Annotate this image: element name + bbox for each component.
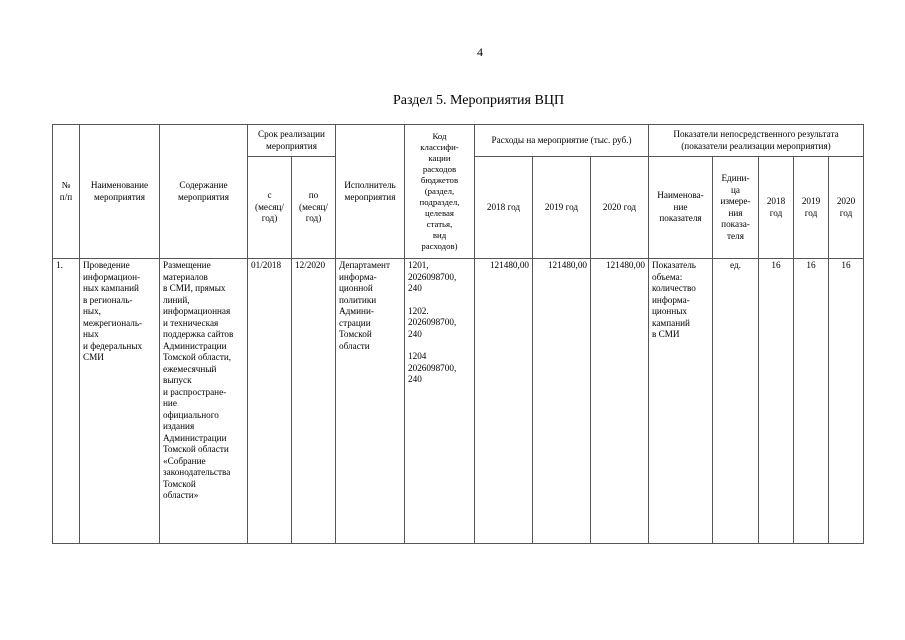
text-line: расходов)	[421, 240, 458, 251]
text-line: в региональ-	[83, 294, 133, 305]
text-line: политики	[339, 294, 377, 305]
text-line: объема:	[652, 271, 683, 282]
text-line: 240	[408, 328, 422, 339]
text-line: ционной	[339, 283, 373, 293]
text-line: законодательства	[163, 467, 231, 477]
text-line: 2026098700,	[408, 362, 457, 373]
text-line: показа-	[721, 219, 750, 229]
text-line: Исполнитель	[344, 180, 396, 190]
text-line: подраздел,	[419, 196, 460, 207]
text-line: мероприятия	[344, 191, 396, 202]
text-line: 2026098700,	[408, 317, 457, 327]
text-line: по	[308, 190, 319, 201]
text-line: (раздел,	[424, 186, 455, 196]
text-line: мероприятия	[94, 191, 145, 202]
text-line: расходов	[422, 164, 457, 175]
text-line: ние	[163, 398, 177, 408]
text-line: Код	[432, 131, 447, 142]
row-period-to: 12/2020	[292, 259, 336, 544]
text-line: Наименование	[90, 180, 149, 190]
text-line: Администрации	[163, 432, 227, 443]
text-line: Едини-	[721, 173, 750, 183]
text-line: области»	[163, 490, 199, 500]
text-line: Наименова-	[657, 190, 704, 201]
text-line: кампаний	[652, 317, 690, 328]
header-expenses-2018: 2018 год	[475, 157, 533, 259]
header-executor	[336, 125, 405, 259]
text-line: (показатели реализации мероприятия)	[681, 140, 831, 151]
text-line: бюджетов	[420, 175, 459, 186]
text-line: официального	[163, 409, 219, 420]
text-line: Томской	[163, 478, 196, 489]
text-line: Администрации	[163, 340, 227, 351]
text-line: Показатели непосредственного результата	[673, 129, 839, 139]
text-line: межрегиональ-	[83, 317, 143, 328]
text-line: год	[769, 207, 783, 218]
text-line: целевая	[425, 207, 454, 218]
text-line: СМИ	[83, 352, 104, 362]
text-line: 1204	[408, 351, 427, 361]
text-line: теля	[727, 230, 744, 241]
row-period-from: 01/2018	[248, 259, 292, 544]
text-line: в СМИ	[652, 329, 680, 339]
header-activity-name	[80, 125, 160, 259]
text-line: год	[804, 207, 818, 218]
text-line: ежемесячный	[163, 363, 217, 374]
text-line: мероприятия	[266, 140, 317, 151]
text-line: Показатель	[652, 260, 696, 270]
text-line: Содержание	[179, 180, 228, 190]
text-line: ние	[673, 201, 688, 212]
text-line: мероприятия	[178, 191, 229, 202]
row-expenses-2020: 121480,00	[591, 259, 649, 544]
text-line: год	[839, 207, 853, 218]
text-line: выпуск	[163, 375, 192, 385]
row-indicator-2020: 16	[829, 259, 864, 544]
text-line: Департамент	[339, 260, 390, 270]
text-line: (месяц/	[255, 201, 284, 212]
row-executor	[336, 259, 405, 544]
text-line: информацион-	[83, 271, 141, 282]
row-activity-name	[80, 259, 160, 544]
activities-table	[52, 124, 864, 544]
text-line: и распростране-	[163, 386, 227, 397]
text-line: Проведение	[83, 260, 130, 270]
header-indicator-name	[649, 157, 713, 259]
text-line: (месяц/	[299, 201, 328, 212]
header-indicator-unit	[713, 157, 759, 259]
text-line: в СМИ, прямых	[163, 283, 226, 293]
text-line: показателя	[659, 213, 702, 224]
text-line: №	[61, 180, 71, 190]
header-period-to	[292, 157, 336, 259]
row-num: 1.	[53, 259, 80, 544]
row-indicator-2018: 16	[759, 259, 794, 544]
header-num	[53, 125, 80, 259]
header-indicator-2018	[759, 157, 794, 259]
text-line: ционных	[652, 306, 688, 316]
text-line: 240	[408, 283, 422, 293]
text-line: ных	[83, 329, 99, 339]
text-line: статья,	[426, 218, 453, 229]
text-line: год)	[305, 213, 322, 224]
text-line: Админи-	[339, 306, 374, 316]
header-period-from	[248, 157, 292, 259]
row-activity-content	[160, 259, 248, 544]
text-line: информа-	[339, 271, 377, 282]
table-row	[53, 259, 864, 544]
header-expenses-2020: 2020 год	[591, 157, 649, 259]
text-line: количество	[652, 283, 696, 293]
text-line: «Собрание	[163, 455, 206, 466]
text-line: 1201,	[408, 260, 429, 270]
text-line: вид	[432, 229, 447, 240]
text-line: год)	[261, 213, 278, 224]
text-line: классифи-	[420, 142, 459, 153]
text-line: поддержка сайтов	[163, 329, 234, 339]
header-expenses-2019: 2019 год	[533, 157, 591, 259]
text-line: и техническая	[163, 317, 219, 328]
text-line: материалов	[163, 271, 208, 282]
text-line: линий,	[163, 294, 190, 305]
text-line: издания	[163, 421, 195, 431]
text-line: Размещение	[163, 260, 211, 270]
text-line: 2026098700,	[408, 271, 457, 282]
row-budget-code	[405, 259, 475, 544]
header-expenses: Расходы на мероприятие (тыс. руб.)	[475, 125, 649, 157]
header-indicators	[649, 125, 864, 157]
text-line: с	[267, 190, 272, 201]
text-line: 2020	[836, 196, 856, 206]
row-indicator-name	[649, 259, 713, 544]
section-title: Раздел 5. Мероприятия ВЦП	[392, 93, 565, 108]
row-indicator-2019: 16	[794, 259, 829, 544]
header-period	[248, 125, 336, 157]
text-line: ца	[731, 184, 740, 195]
text-line: ных кампаний	[83, 283, 139, 293]
row-expenses-2019: 121480,00	[533, 259, 591, 544]
text-line: и федеральных	[83, 340, 143, 351]
text-line: области	[339, 340, 370, 351]
header-indicator-2020	[829, 157, 864, 259]
text-line: Томской	[339, 329, 372, 339]
text-line: 2018	[766, 196, 786, 206]
text-line: 1202.	[408, 305, 429, 316]
text-line: информа-	[652, 294, 690, 305]
text-line: кации	[428, 153, 451, 164]
text-line: 240	[408, 374, 422, 384]
text-line: ных,	[83, 306, 101, 316]
text-line: измере-	[720, 196, 751, 206]
page-number: 4	[477, 45, 483, 59]
text-line: Томской области	[163, 444, 229, 454]
budget-code-3	[408, 351, 471, 386]
text-line: п/п	[59, 191, 73, 202]
text-line: Томской области,	[163, 352, 232, 362]
budget-code-1	[408, 260, 471, 295]
header-activity-content	[160, 125, 248, 259]
header-budget-code	[405, 125, 475, 259]
text-line: Срок реализации	[258, 129, 325, 139]
budget-code-2	[408, 306, 471, 341]
row-indicator-unit: ед.	[713, 259, 759, 544]
text-line: информационная	[163, 306, 231, 316]
text-line: страции	[339, 317, 371, 328]
row-expenses-2018: 121480,00	[475, 259, 533, 544]
text-line: 2019	[801, 196, 821, 206]
text-line: ния	[728, 207, 743, 218]
header-indicator-2019	[794, 157, 829, 259]
